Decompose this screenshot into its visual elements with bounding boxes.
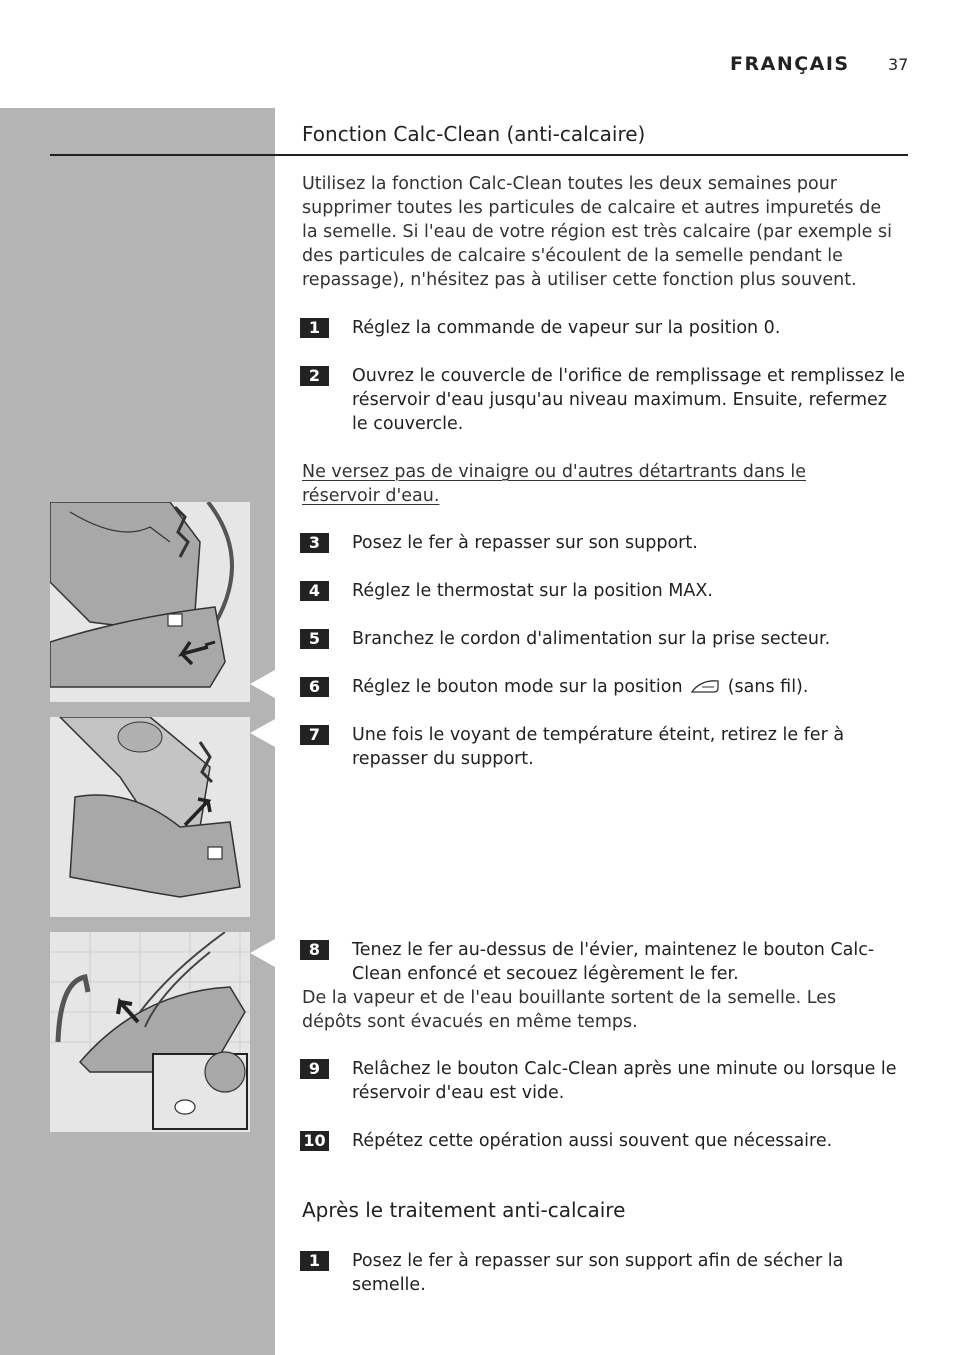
step-number: 6: [300, 677, 329, 697]
step-text: Branchez le cordon d'alimentation sur la prise secteur.: [352, 629, 831, 649]
intro-paragraph: Utilisez la fonction Calc-Clean toutes les deux semaines pour supprimer toutes les particules de calcaire et autres impuretés de la semelle. Si l'eau de votre région est très calcaire (par exemple si des particules de calcaire s'écoulent de la semelle pendant le repassage), n'hésitez pas à utiliser cette fonction plus souvent.: [302, 174, 892, 290]
page-language-header: FRANÇAIS: [730, 53, 850, 75]
step-number: 5: [300, 629, 329, 649]
step-number: 2: [300, 366, 329, 386]
step-text: Relâchez le bouton Calc-Clean après une minute ou lorsque le réservoir d'eau est vide.: [352, 1059, 897, 1103]
step-number: 4: [300, 581, 329, 601]
step-number: 3: [300, 533, 329, 553]
step-number: 8: [300, 940, 329, 960]
cordless-iron-icon: [690, 677, 720, 702]
panel-pointer: [250, 670, 275, 698]
step-text: Posez le fer à repasser sur son support afin de sécher la semelle.: [352, 1251, 844, 1295]
section-divider: [50, 154, 908, 156]
panel-pointer: [250, 719, 275, 747]
step-8-note: De la vapeur et de l'eau bouillante sortent de la semelle. Les dépôts sont évacués en même temps.: [302, 988, 837, 1032]
section-title-calc-clean: Fonction Calc-Clean (anti-calcaire): [302, 122, 646, 146]
section-title-after-treatment: Après le traitement anti-calcaire: [302, 1198, 626, 1222]
step-text-after: (sans fil).: [727, 677, 809, 697]
step-text: Une fois le voyant de température éteint, retirez le fer à repasser du support.: [352, 725, 845, 769]
step-text: Ouvrez le couvercle de l'orifice de remplissage et remplissez le réservoir d'eau jusqu'au niveau maximum. Ensuite, refermez le couvercle.: [352, 366, 906, 434]
page-number: 37: [888, 55, 909, 74]
step-text: Réglez le thermostat sur la position MAX.: [352, 581, 713, 601]
step-text: Répétez cette opération aussi souvent que nécessaire.: [352, 1131, 833, 1151]
step-number: 1: [300, 1251, 329, 1271]
step-number: 1: [300, 318, 329, 338]
step-text-before: Réglez le bouton mode sur la position: [352, 677, 683, 697]
illustration-iron-lift: [50, 717, 250, 917]
panel-pointer: [250, 939, 275, 967]
step-number: 7: [300, 725, 329, 745]
warning-note: Ne versez pas de vinaigre ou d'autres détartrants dans le réservoir d'eau.: [302, 462, 806, 506]
step-text: [352, 675, 908, 702]
illustration-sink-shake: [50, 932, 250, 1132]
step-text: Tenez le fer au-dessus de l'évier, maintenez le bouton Calc-Clean enfoncé et secouez légèrement le fer.: [352, 940, 875, 984]
step-number: 9: [300, 1059, 329, 1079]
step-number: 10: [300, 1131, 329, 1151]
illustration-iron-base: [50, 502, 250, 702]
step-text: Réglez la commande de vapeur sur la position 0.: [352, 318, 781, 338]
step-text: Posez le fer à repasser sur son support.: [352, 533, 698, 553]
